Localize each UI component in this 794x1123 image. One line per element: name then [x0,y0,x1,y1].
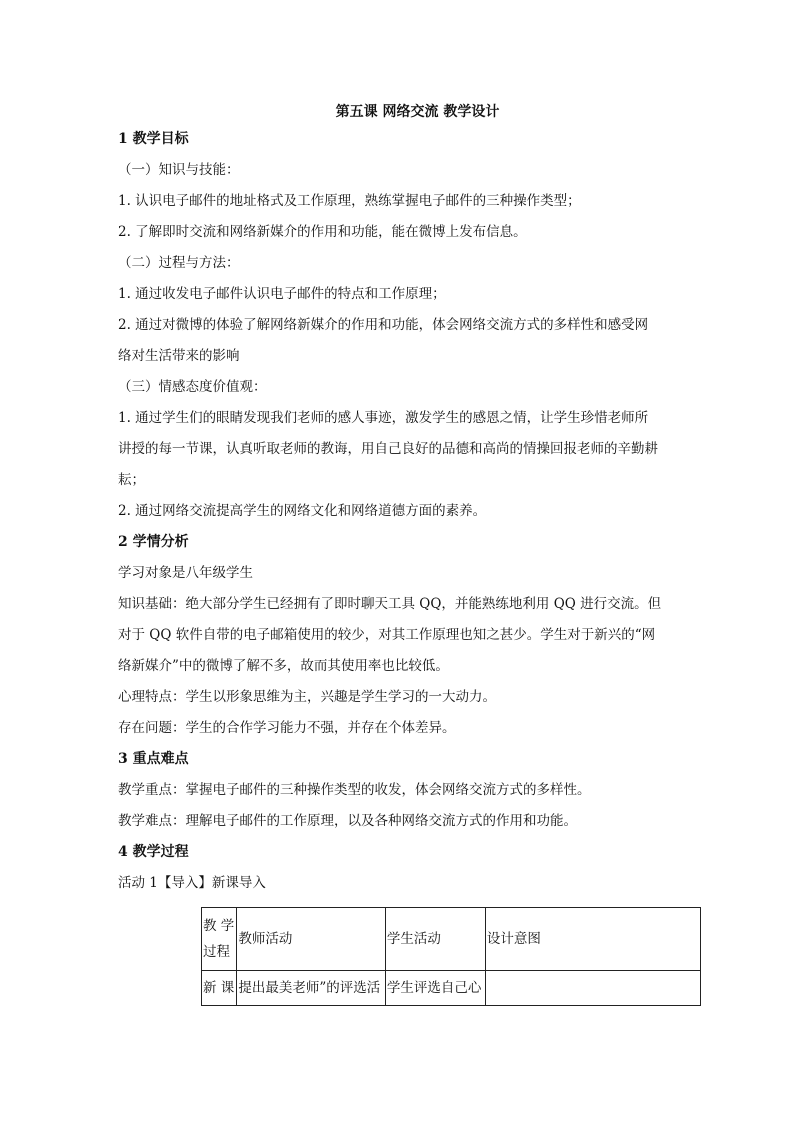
analysis-line: 学习对象是八年级学生 [118,565,253,581]
subheading-knowledge-skills: （一）知识与技能： [118,162,240,178]
header-cell-process-line1: 教 学 [203,918,235,934]
table-row [202,971,701,1006]
activity-label: 活动 1【导入】新课导入 [118,875,266,891]
header-cell-design-intent: 设计意图 [485,908,700,971]
section-heading-key-points: 3 重点难点 [118,751,189,767]
objective-item-line: 2. 通过对微博的体验了解网络新媒介的作用和功能，体会网络交流方式的多样性和感受网 [118,317,649,333]
header-cell-process [202,908,237,971]
objective-item: 1. 通过收发电子邮件认识电子邮件的特点和工作原理； [118,286,446,302]
subheading-process-methods: （二）过程与方法： [118,255,240,271]
table-cell: 新 课 [202,971,237,1006]
table-cell: 提出最美老师”的评选活 [237,971,385,1006]
header-cell-teacher-activity: 教师活动 [237,908,385,971]
table-header-row [202,908,701,971]
subheading-attitudes-values: （三）情感态度价值观： [118,379,267,395]
table-cell [485,971,700,1006]
objective-item-line: 络对生活带来的影响 [118,348,240,364]
objective-item: 1. 认识电子邮件的地址格式及工作原理，熟练掌握电子邮件的三种操作类型； [118,193,581,209]
objective-item-line: 讲授的每一节课，认真听取老师的教诲，用自己良好的品德和高尚的情操回报老师的辛勤耕 [118,441,658,457]
difficult-point-line: 教学难点：理解电子邮件的工作原理，以及各种网络交流方式的作用和功能。 [118,813,577,829]
key-point-line: 教学重点：掌握电子邮件的三种操作类型的收发，体会网络交流方式的多样性。 [118,782,591,798]
header-cell-process-line2: 过程 [203,944,230,960]
objective-item-line: 1. 通过学生们的眼睛发现我们老师的感人事迹，激发学生的感恩之情，让学生珍惜老师所 [118,410,649,426]
section-heading-teaching-process: 4 教学过程 [118,844,189,860]
analysis-line: 心理特点：学生以形象思维为主，兴趣是学生学习的一大动力。 [118,689,496,705]
section-heading-objectives: 1 教学目标 [118,131,189,147]
analysis-line: 存在问题：学生的合作学习能力不强，并存在个体差异。 [118,720,456,736]
header-cell-student-activity: 学生活动 [385,908,485,971]
teaching-process-table [201,907,701,1006]
analysis-line: 络新媒介”中的微博了解不多，故而其使用率也比较低。 [118,658,449,674]
objective-item: 2. 了解即时交流和网络新媒介的作用和功能，能在微博上发布信息。 [118,224,527,240]
analysis-line: 知识基础：绝大部分学生已经拥有了即时聊天工具 QQ，并能熟练地利用 QQ 进行交流。但 [118,596,662,612]
section-heading-student-analysis: 2 学情分析 [118,534,189,550]
analysis-line: 对于 QQ 软件自带的电子邮箱使用的较少，对其工作原理也知之甚少。学生对于新兴的“网 [118,627,656,643]
table-cell: 学生评选自己心 [385,971,485,1006]
document-body [118,100,703,899]
objective-item: 2. 通过网络交流提高学生的网络文化和网络道德方面的素养。 [118,503,487,519]
objective-item-line: 耘； [118,472,145,488]
document-title: 第五课 网络交流 教学设计 [335,104,500,120]
